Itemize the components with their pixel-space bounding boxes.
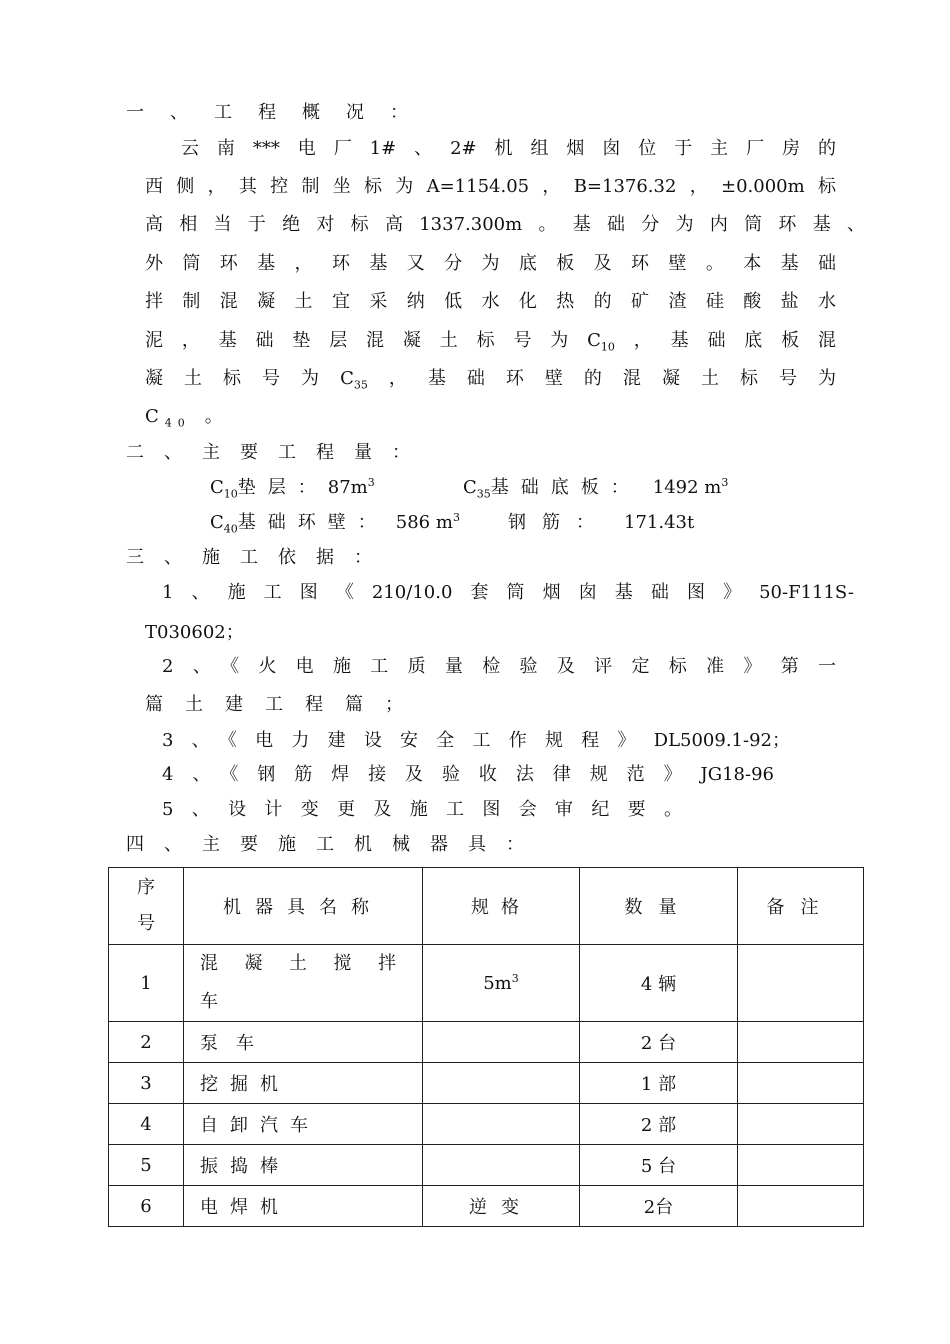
- cell-name: 泵车: [184, 1022, 423, 1063]
- section2-heading: 二、主要工程量：: [126, 442, 430, 463]
- section1-para-line3: 高相当于绝对标高1337.300m。基础分为内筒环基、: [145, 214, 865, 235]
- table-row: [109, 1022, 864, 1063]
- cell-name: 挖掘机: [184, 1063, 423, 1104]
- cell-qty: 2 部: [580, 1104, 738, 1145]
- reference-item-5: 5、设计变更及施工图会审纪要。: [162, 799, 682, 820]
- cell-seq: 6: [109, 1186, 184, 1227]
- reference-item-1: 1、施工图《210/10.0套筒烟囱基础图》50-F111S-: [162, 582, 854, 603]
- quantity-c10-cushion: $C_{10}$垫层：$87m^3$: [210, 476, 375, 501]
- header-seq: 序 号: [109, 868, 184, 945]
- section1-para-line4: 外筒环基，环基又分为底板及环壁。本基础: [145, 253, 836, 274]
- cell-qty: 4 辆: [580, 945, 738, 1022]
- quantity-rebar: 钢筋： 171.43t: [508, 512, 695, 533]
- cell-spec: $5m^3$: [423, 945, 580, 1022]
- reference-item-1-cont: T030602；: [145, 622, 244, 643]
- section1-para-line2: 西侧，其控制坐标为A=1154.05，B=1376.32，±0.000m标: [145, 176, 836, 197]
- section1-para-line7: 凝土标号为$C_{35}$，基础环壁的混凝土标号为: [145, 368, 836, 392]
- machinery-table: [108, 867, 864, 1227]
- section1-para-line6: 泥，基础垫层混凝土标号为$C_{10}$，基础底板混: [145, 330, 836, 354]
- cell-note: [738, 1022, 864, 1063]
- section1-para-line1: 云南***电厂1#、2#机组烟囱位于主厂房的: [181, 138, 836, 159]
- section3-heading: 三、施工依据：: [126, 547, 392, 568]
- cell-qty: 5 台: [580, 1145, 738, 1186]
- cell-qty: 2台: [580, 1186, 738, 1227]
- cell-qty: 2 台: [580, 1022, 738, 1063]
- cell-seq: 5: [109, 1145, 184, 1186]
- cell-spec: 逆变: [423, 1186, 580, 1227]
- cell-name: 自卸汽车: [184, 1104, 423, 1145]
- cell-note: [738, 1186, 864, 1227]
- section1-para-line8: $C_{40}$ 。: [145, 406, 229, 430]
- table-row: [109, 1186, 864, 1227]
- quantity-c35-base-slab: $C_{35}$基础底板： 1492 $m^3$: [463, 476, 729, 501]
- header-qty: 数量: [580, 868, 738, 945]
- cell-qty: 1 部: [580, 1063, 738, 1104]
- table-header-row: [109, 868, 864, 945]
- cell-spec: [423, 1145, 580, 1186]
- cell-seq: 3: [109, 1063, 184, 1104]
- header-note: 备注: [738, 868, 864, 945]
- cell-spec: [423, 1063, 580, 1104]
- cell-note: [738, 1104, 864, 1145]
- cell-note: [738, 945, 864, 1022]
- quantity-c40-ring-wall: $C_{40}$基础环壁： 586 $m^3$: [210, 511, 460, 536]
- table-row: [109, 1145, 864, 1186]
- cell-note: [738, 1063, 864, 1104]
- reference-item-2-cont: 篇土建工程篇；: [145, 694, 425, 715]
- cell-spec: [423, 1104, 580, 1145]
- section1-para-line5: 拌制混凝土宜采纳低水化热的矿渣硅酸盐水: [145, 291, 836, 312]
- section1-heading: 一、工程概况：: [126, 102, 434, 123]
- cell-name: 振捣棒: [184, 1145, 423, 1186]
- cell-name: 混凝土搅拌 车: [184, 945, 423, 1022]
- reference-item-3: 3、《电力建设安全工作规程》DL5009.1-92；: [162, 730, 790, 751]
- table-row: [109, 945, 864, 1022]
- cell-name: 电焊机: [184, 1186, 423, 1227]
- header-spec: 规格: [423, 868, 580, 945]
- cell-spec: [423, 1022, 580, 1063]
- reference-item-2: 2、《火电施工质量检验及评定标准》第一: [162, 656, 836, 677]
- cell-note: [738, 1145, 864, 1186]
- cell-seq: 1: [109, 945, 184, 1022]
- cell-seq: 4: [109, 1104, 184, 1145]
- header-name: 机器具名称: [184, 868, 423, 945]
- table-row: [109, 1104, 864, 1145]
- section4-heading: 四、主要施工机械器具：: [126, 834, 544, 855]
- cell-seq: 2: [109, 1022, 184, 1063]
- reference-item-4: 4、《钢筋焊接及验收法律规范》JG18-96: [162, 764, 774, 785]
- table-row: [109, 1063, 864, 1104]
